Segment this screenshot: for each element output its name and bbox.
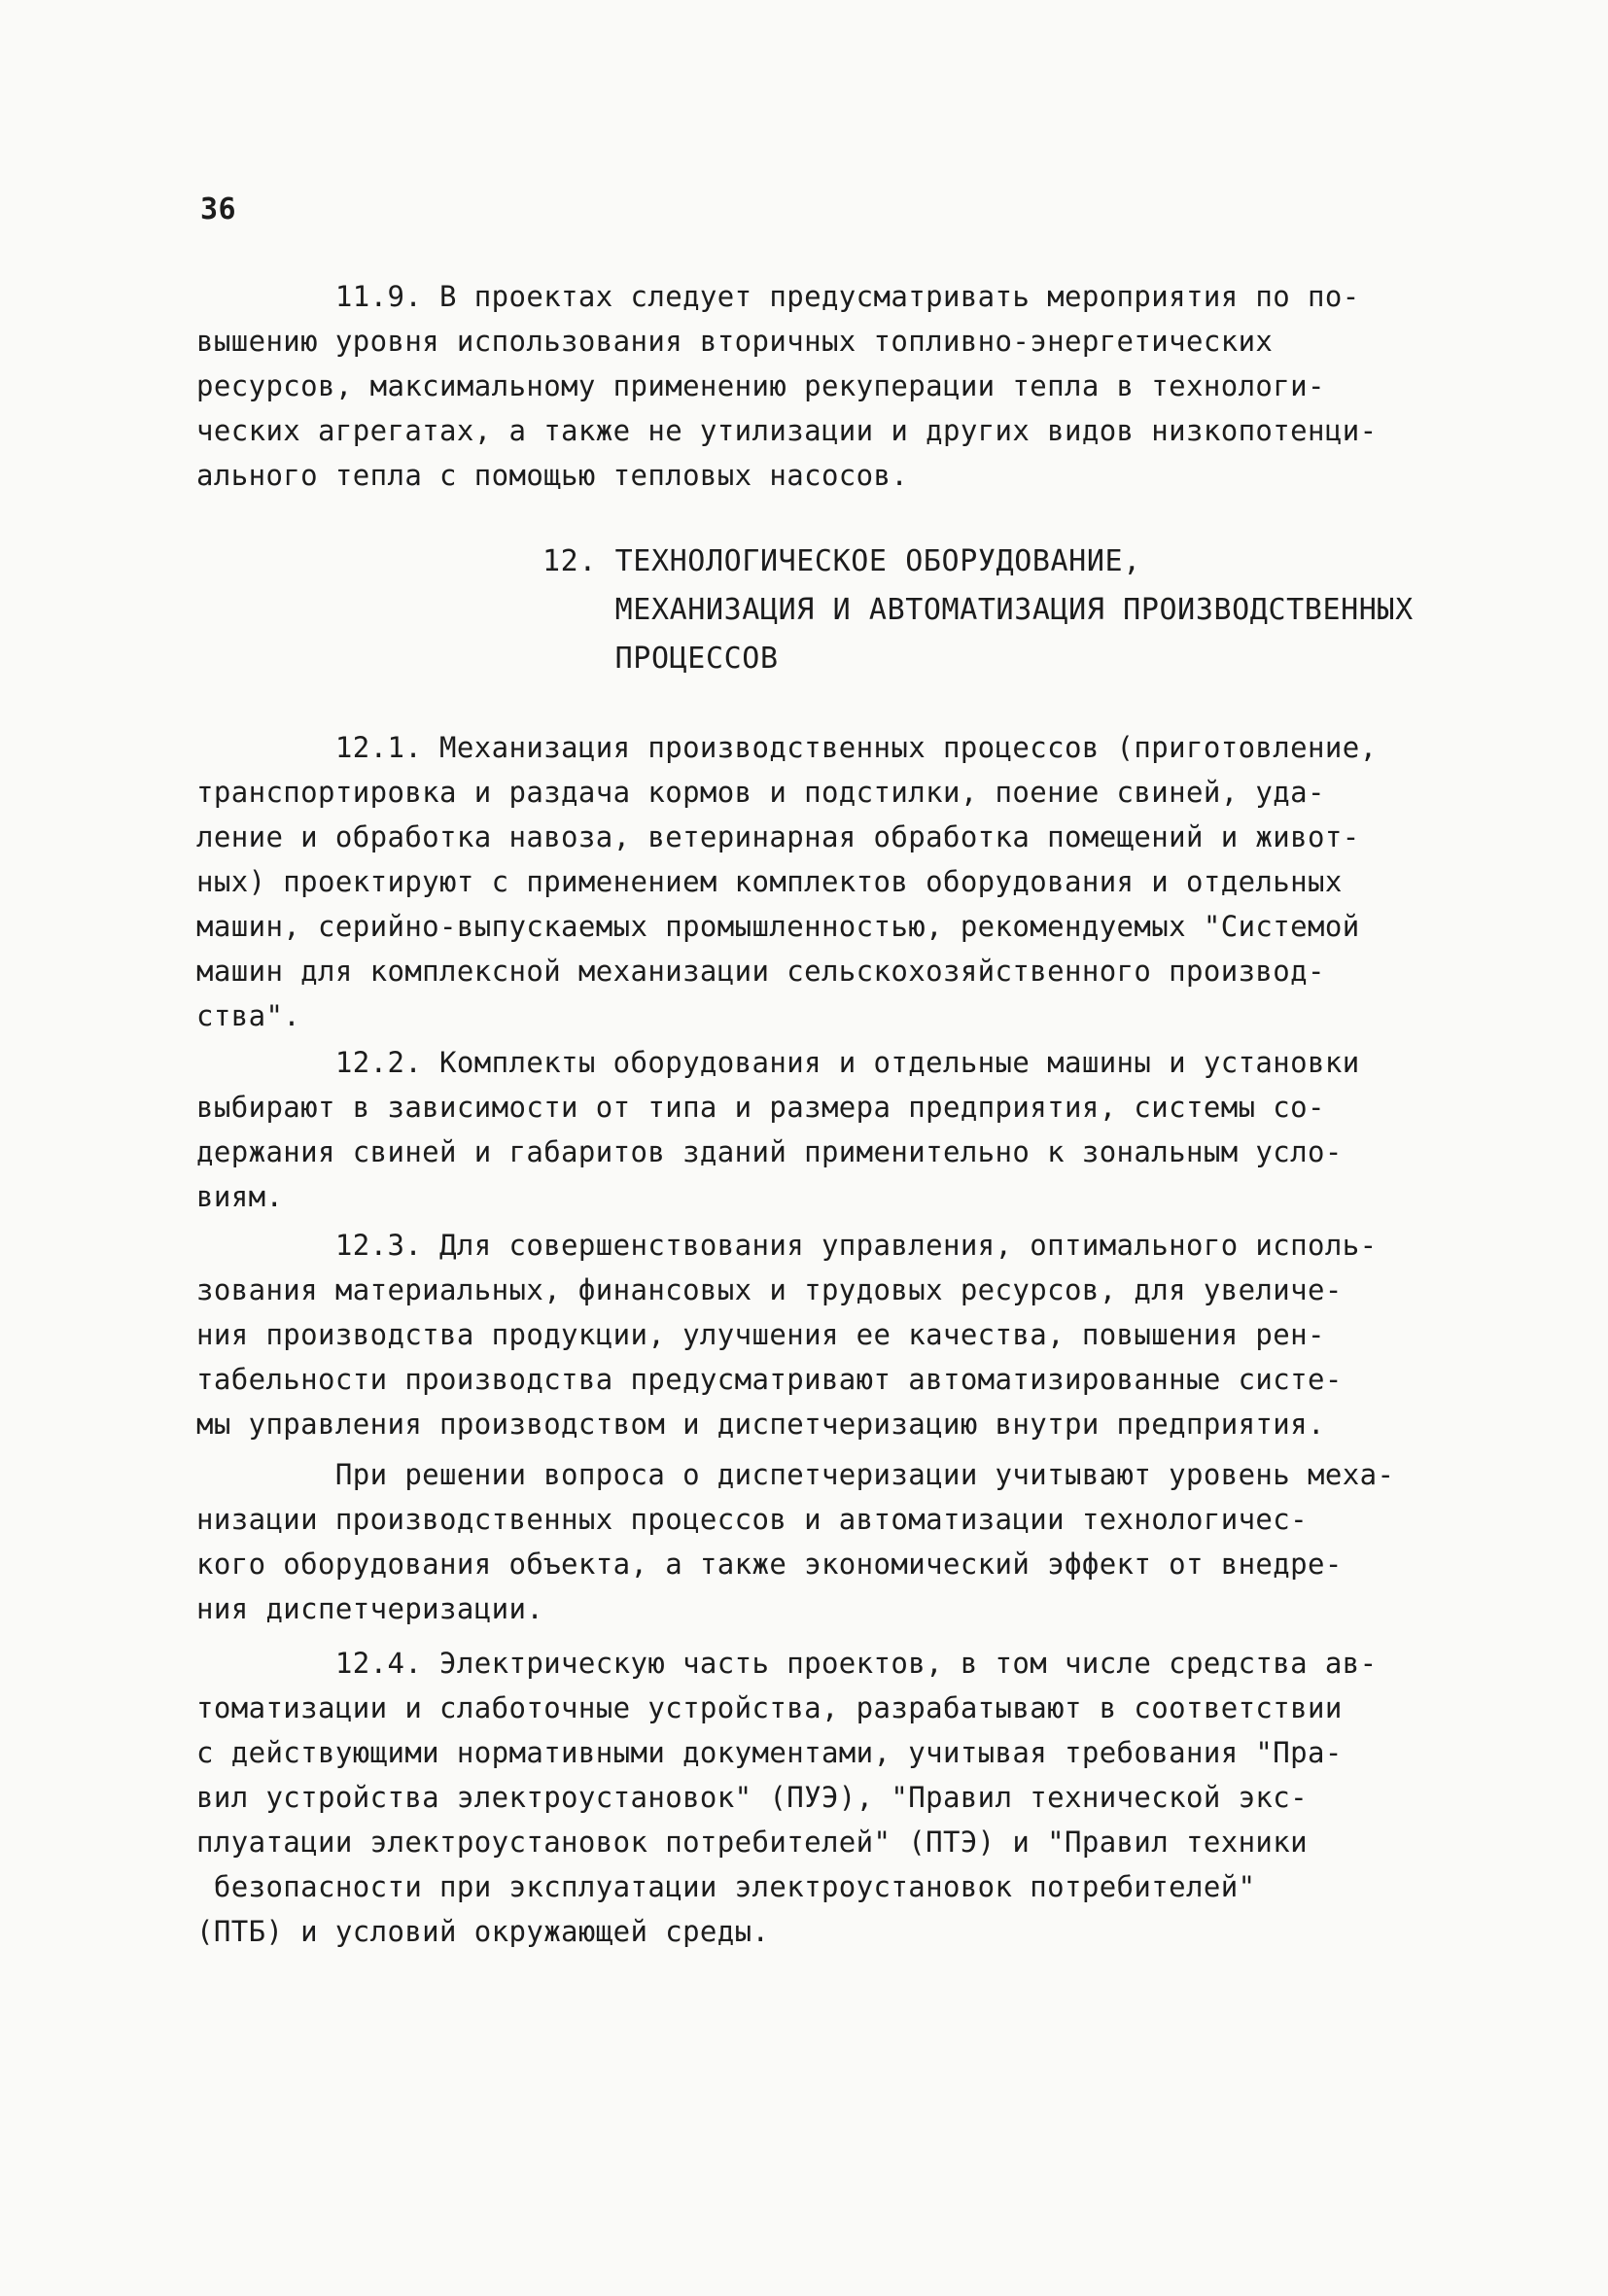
- paragraph-12-1: [196, 731, 1378, 1032]
- text-line: ния диспетчеризации.: [196, 1592, 544, 1625]
- paragraph-12-3: [196, 1229, 1395, 1625]
- paragraph-11-9: [196, 280, 1378, 511]
- text-line: вышению уровня использования вторичных топливно-энергетических: [196, 325, 1274, 358]
- text-line: ческих агрегатах, а также не утилизации и других видов низкопотенци-: [196, 414, 1378, 447]
- text-line: томатизации и слаботочные устройства, разрабатывают в соответствии: [196, 1691, 1343, 1724]
- page-number: 36: [200, 192, 236, 226]
- heading-line: МЕХАНИЗАЦИЯ И АВТОМАТИЗАЦИЯ ПРОИЗВОДСТВЕННЫХ: [542, 593, 1414, 627]
- text-line: табельности производства предусматривают автоматизированные систе-: [196, 1363, 1343, 1396]
- section-heading: [542, 544, 1414, 714]
- text-line: машин для комплексной механизации сельскохозяйственного производ-: [196, 955, 1325, 988]
- paragraph-12-4: [196, 1647, 1378, 1948]
- text-line: 12.4. Электрическую часть проектов, в том числе средства ав-: [196, 1647, 1378, 1680]
- text-line: ального тепла с помощью тепловых насосов.: [196, 459, 909, 492]
- heading-line: ПРОЦЕССОВ: [542, 642, 779, 676]
- text-line: 12.3. Для совершенствования управления, оптимального исполь-: [196, 1229, 1378, 1262]
- text-line: (ПТБ) и условий окружающей среды.: [196, 1915, 770, 1948]
- text-line: низации производственных процессов и автоматизации технологичес-: [196, 1503, 1309, 1536]
- text-line: безопасности при эксплуатации электроустановок потребителей": [196, 1870, 1256, 1903]
- text-line: мы управления производством и диспетчеризацию внутри предприятия.: [196, 1408, 1325, 1441]
- text-line: ление и обработка навоза, ветеринарная обработка помещений и живот-: [196, 820, 1360, 853]
- text-line: зования материальных, финансовых и трудовых ресурсов, для увеличе-: [196, 1273, 1343, 1306]
- text-line: кого оборудования объекта, а также экономический эффект от внедре-: [196, 1548, 1343, 1581]
- text-line: 11.9. В проектах следует предусматривать мероприятия по по-: [196, 280, 1360, 313]
- paragraph-12-2: [196, 1046, 1360, 1244]
- text-line: ных) проектируют с применением комплектов оборудования и отдельных: [196, 865, 1343, 898]
- text-line: машин, серийно-выпускаемых промышленностью, рекомендуемых "Системой: [196, 910, 1360, 943]
- heading-line: 12. ТЕХНОЛОГИЧЕСКОЕ ОБОРУДОВАНИЕ,: [542, 544, 1141, 578]
- text-line: ресурсов, максимальному применению рекуперации тепла в технологи-: [196, 369, 1325, 402]
- text-line: 12.1. Механизация производственных процессов (приготовление,: [196, 731, 1378, 764]
- text-line: ния производства продукции, улучшения ее качества, повышения рен-: [196, 1318, 1325, 1351]
- text-line: выбирают в зависимости от типа и размера предприятия, системы со-: [196, 1091, 1325, 1124]
- text-line: транспортировка и раздача кормов и подстилки, поение свиней, уда-: [196, 776, 1325, 809]
- text-line: вил устройства электроустановок" (ПУЭ), "Правил технической экс-: [196, 1781, 1309, 1814]
- text-line: 12.2. Комплекты оборудования и отдельные машины и установки: [196, 1046, 1360, 1079]
- text-line: При решении вопроса о диспетчеризации учитывают уровень меха-: [196, 1458, 1395, 1491]
- text-line: с действующими нормативными документами, учитывая требования "Пра-: [196, 1736, 1343, 1769]
- text-line: плуатации электроустановок потребителей" (ПТЭ) и "Правил техники: [196, 1826, 1309, 1859]
- text-line: держания свиней и габаритов зданий применительно к зональным усло-: [196, 1135, 1343, 1168]
- text-line: виям.: [196, 1180, 284, 1213]
- text-line: ства".: [196, 999, 301, 1032]
